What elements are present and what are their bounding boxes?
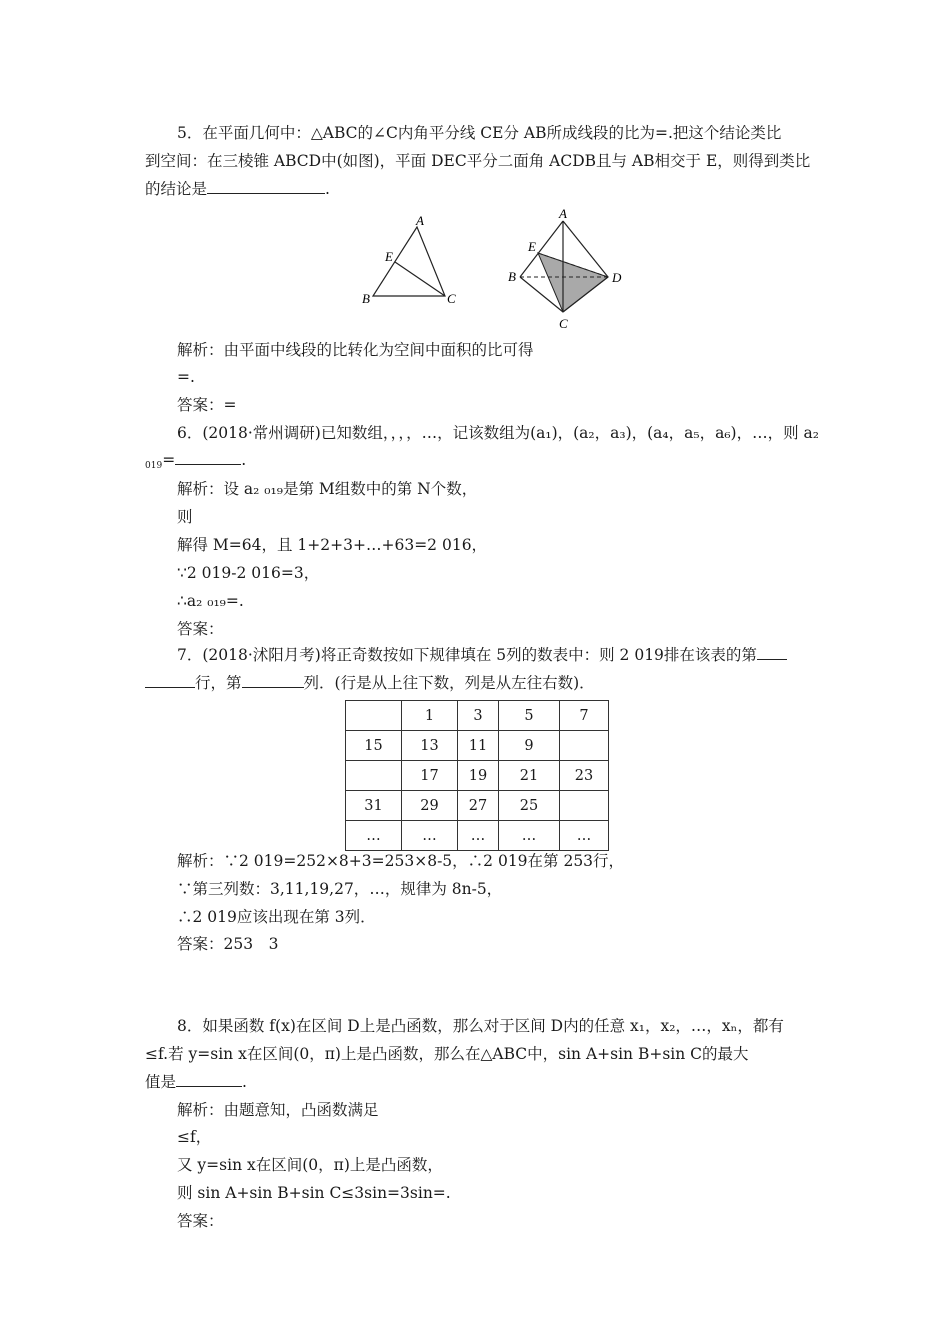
table-cell xyxy=(560,791,609,821)
fig2-label-e: E xyxy=(528,239,536,254)
q6-line1: 6．(2018·常州调研)已知数组，，，，…，记该数组为(a₁)，(a₂，a₃)，(a₄，a₅，a₆)，…，则 a₂ xyxy=(177,424,819,442)
q8-step1: 解析：由题意知，凸函数满足 xyxy=(177,1101,379,1119)
table-row xyxy=(346,731,609,761)
q5-analysis-eq: =. xyxy=(177,368,195,386)
table-row xyxy=(346,761,609,791)
table-cell: 17 xyxy=(402,761,458,791)
q7-row-blank-end xyxy=(145,673,195,688)
q5-answer-blank xyxy=(207,179,325,194)
table-cell: 23 xyxy=(560,761,609,791)
fig1-label-e: E xyxy=(385,249,393,264)
q6-line2-sub: 019 xyxy=(145,461,163,471)
table-cell: 27 xyxy=(458,791,499,821)
q6-line2-eq: = xyxy=(162,451,176,469)
q7-line1 xyxy=(177,645,787,665)
q8-line3 xyxy=(145,1072,247,1092)
table-cell: 19 xyxy=(458,761,499,791)
q6-line2 xyxy=(145,450,246,476)
table-cell: 7 xyxy=(560,701,609,731)
q8-line3-text: 值是 xyxy=(145,1073,177,1091)
table-cell: … xyxy=(560,821,609,851)
q8-answer: 答案： xyxy=(177,1212,224,1230)
q7-line2 xyxy=(145,673,595,693)
q6-step2: 则 xyxy=(177,508,193,526)
q7-step3: ∴2 019应该出现在第 3列． xyxy=(177,908,376,926)
q8-line3-end: . xyxy=(242,1073,247,1091)
table-cell xyxy=(346,761,402,791)
q7-col-blank xyxy=(242,673,304,688)
q6-line2-end: . xyxy=(241,451,247,469)
odd-number-table xyxy=(345,700,609,851)
q5-line3 xyxy=(145,179,330,199)
table-cell xyxy=(346,701,402,731)
q6-answer: 答案： xyxy=(177,620,224,638)
q8-step4: 则 sin A+sin B+sin C≤3sin=3sin=. xyxy=(177,1184,451,1202)
q7-line1-text: 7．(2018·沭阳月考)将正奇数按如下规律填在 5列的数表中：则 2 019排在该表的第 xyxy=(177,646,757,664)
q5-line2: 到空间：在三棱锥 ABCD中(如图)，平面 DEC平分二面角 ACDB且与 AB相交于 E，则得到类比 xyxy=(145,152,811,170)
table-cell: 15 xyxy=(346,731,402,761)
table-cell: … xyxy=(346,821,402,851)
q6-step3: 解得 M=64，且 1+2+3+…+63=2 016， xyxy=(177,536,488,554)
table-cell: 1 xyxy=(402,701,458,731)
fig2-label-a: A xyxy=(559,206,567,221)
table-row xyxy=(346,701,609,731)
q5-line3-text: 的结论是 xyxy=(145,180,208,198)
table-cell: … xyxy=(458,821,499,851)
q8-line2: ≤f.若 y=sin x在区间(0，π)上是凸函数，那么在△ABC中，sin A+sin B+sin C的最大 xyxy=(145,1045,749,1063)
q7-answer: 答案：253 3 xyxy=(177,935,279,953)
q5-answer: 答案：= xyxy=(177,396,237,414)
fig1-label-b: B xyxy=(362,291,370,306)
q8-step2: ≤f， xyxy=(177,1128,212,1146)
q8-step3: 又 y=sin x在区间(0，π)上是凸函数， xyxy=(177,1156,443,1174)
table-cell: 13 xyxy=(402,731,458,761)
q6-answer-blank xyxy=(175,450,241,465)
q8-answer-blank xyxy=(176,1072,242,1087)
q5-analysis: 解析：由平面中线段的比转化为空间中面积的比可得 xyxy=(177,341,534,359)
q6-step5: ∴a₂ ₀₁₉=. xyxy=(177,592,244,610)
q5-line3-end: . xyxy=(325,180,330,198)
fig1-label-a: A xyxy=(416,213,424,228)
q5-line1: 5．在平面几何中：△ABC的∠C内角平分线 CE分 AB所成线段的比为=.把这个结论类比 xyxy=(177,124,782,142)
table-cell: … xyxy=(499,821,560,851)
q7-step1: 解析：∵2 019=252×8+3=253×8-5，∴2 019在第 253行， xyxy=(177,852,625,870)
q7-line2-a: 行，第 xyxy=(195,674,242,692)
table-cell xyxy=(560,731,609,761)
table-cell: 9 xyxy=(499,731,560,761)
table-cell: 21 xyxy=(499,761,560,791)
table-cell: 25 xyxy=(499,791,560,821)
tetrahedron-figure xyxy=(500,205,640,335)
fig2-label-b: B xyxy=(508,269,516,284)
table-cell: 5 xyxy=(499,701,560,731)
table-cell: 29 xyxy=(402,791,458,821)
table-row xyxy=(346,791,609,821)
table-cell: 11 xyxy=(458,731,499,761)
q7-line2-b: 列．(行是从上往下数，列是从左往右数)． xyxy=(303,674,595,692)
fig1-label-c: C xyxy=(447,291,456,306)
q8-line1: 8．如果函数 f(x)在区间 D上是凸函数，那么对于区间 D内的任意 x₁，x₂，…，xₙ，都有 xyxy=(177,1017,784,1035)
fig2-label-c: C xyxy=(559,316,568,331)
q7-row-blank-start xyxy=(757,645,787,660)
q6-step1: 解析：设 a₂ ₀₁₉是第 M组数中的第 N个数， xyxy=(177,480,478,498)
fig2-label-d: D xyxy=(612,270,622,285)
table-cell: 31 xyxy=(346,791,402,821)
table-row xyxy=(346,821,609,851)
table-cell: … xyxy=(402,821,458,851)
q7-step2: ∵第三列数：3,11,19,27，…，规律为 8n-5， xyxy=(177,880,503,898)
q6-step4: ∵2 019-2 016=3， xyxy=(177,564,320,582)
table-cell: 3 xyxy=(458,701,499,731)
triangle-figure xyxy=(355,210,470,310)
